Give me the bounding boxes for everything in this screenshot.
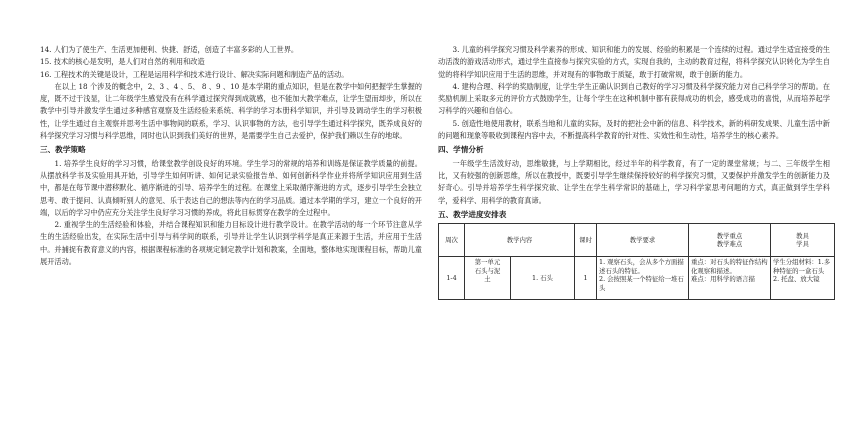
concept-item-16: 16. 工程技术的关键是设计，工程是运用科学和技术进行设计、解决实际问题和制造产品的活动。 [40,69,349,79]
cell-tools: 学生分组材料：1.多种特征的一盒石头 2. 托盘、放大镜 [771,257,835,300]
header-key-points [689,224,771,257]
strategy-4: 4. 建构合理、科学的奖励制度，让学生学生正确认识到自己教好的学习习惯及科学探究能力对自己科学学习的帮助。在奖励机制上采取多元的评价方式鼓励学生，让每个学生在这种机制中都有获得成功的机会，感受成功的喜悦，从而培养起学习科学的兴趣和自信心。 [438,81,830,116]
left-column [40,44,422,268]
cell-unit: 第一单元 石头与泥 土 [465,257,511,300]
header-tools-text: 教具 学具 [796,231,809,249]
strategy-1: 1. 培养学生良好的学习习惯，给课堂教学创设良好的环境。学生学习的常规的培养和训练是保证教学质量的前提。从摆放科学书及实验用具开始，引导学生如何听讲、如何记录实验报告单、如何创新科学作业并将所学知识应用到生活中，都是在每节课中潜移默化、循序渐进的引导、培养学生的过程。在课堂上采取循序渐进的方式，逐步引导学生会独立思考、敢于提问、认真倾听别人的意见、乐于表达自己的想法等内在的学习品质。通过本学期的学习，建立一个良好的开端，以后的学习中仍应充分关注学生良好学习习惯的养成，将此目标贯穿在教学的全过程中。 [40,158,422,217]
strategy-5: 5. 创造性地使用教材，联系当地和儿童的实际，及时的把社会中新的信息、科学技术，新的科研发成果、儿童生活中新的问题和现象等吸收到课程内容中去，不断提高科学教育的针对性、实效性和生动性，培养学生的核心素养。 [438,118,830,141]
header-tools [771,224,835,257]
cell-hours: 1 [575,257,597,300]
table-header-row [439,224,835,257]
cell-lesson: 1. 石头 [511,257,575,300]
cell-requirements: 1. 观察石头，会从多个方面描述石头的特征。 2. 会按照某一个特征给一堆石头 [597,257,689,300]
concept-item-14: 14. 人们为了使生产、生活更加便利、快捷、舒适，创造了丰富多彩的人工世界。 [40,45,299,54]
section-5-heading: 五、教学进度安排表 [438,209,507,219]
summary-paragraph: 在以上 18 个涉及的概念中，2、3 、4 、5、 8 、9 、10 是本学期的重点知识，但是在教学中如何把握学生掌握的度，既不过于浅显，让二年级学生感觉没有在科学通过探究得到成就感，也不能加大教学难点，让学生望而却步，所以在教学中引导并激发学生通过多种感官观察及生活经验来系统、科学的学习本册科学知识，并引导及调动学生的学习积极性，让学生通过自主观察并思考生活中事物间的联系，学习、认识事物的方法，也引导学生通过科学探究，既养成良好的科学探究学习习惯与科学思维，同时也认识到我们美好的世界，是需要学生自己去爱护，保护我们赖以生存的地球。 [40,81,422,141]
strategy-3: 3. 儿童的科学探究习惯及科学素养的形成、知识和能力的发展、经验的积累是一个连续的过程。通过学生适宜接受的生动活泼的游戏活动形式，通过学生直接参与探究实验的方式，实现自我的，主动的教育过程，将科学探究认识转化为学生自觉的将科学知识应用于生活的思维，并对现有的事物敢于质疑，敢于打破常规，敢于创新的能力。 [438,45,830,79]
right-column [438,44,830,300]
cell-key-points: 重点：对石头的特征作结构化观察和描述。 难点：用科学的语言描 [689,257,771,300]
header-requirements: 教学要求 [597,224,689,257]
strategy-2: 2. 重视学生的生活经验和体验，并结合课程知识和能力目标设计进行教学设计。在教学活动的每一个环节注意从学生的生活经验出发，在实际生活中引导与科学间的联系，引导并让学生认识到学科学是真正来源于生活，并应用于生活中。并捕捉有教育意义的内容，根据课程标准的各项规定制定教学计划和教案，全面地，整体地实现课程目标，帮助儿童展开活动。 [40,220,422,267]
header-hours: 课时 [575,224,597,257]
learner-analysis: 一年级学生活泼好动，思维敏捷，与上学期相比，经过半年的科学教育，有了一定的课堂常规；与二、三年级学生相比，又有较强的创新思维，所以在教授中，既要引导学生继续保持较好的科学探究习惯，又要保护并激发学生的创新能力及好奇心。引导并培养学生科学探究欲、让学生在学生科学常识的基础上，学习科学家思考问题的方式，真正做到学生学科学，爱科学、用科学的教育真谛。 [438,158,830,205]
cell-week: 1-4 [439,257,465,300]
header-key-points-text: 教学重点 教学难点 [716,231,743,249]
section-4-heading: 四、学情分析 [438,145,484,155]
section-3-heading: 三、教学策略 [40,145,86,155]
header-week: 周次 [439,224,465,257]
schedule-table [438,223,835,300]
concept-item-15: 15. 技术的核心是发明，是人们对自然的利用和改造 [40,57,205,67]
table-row [439,257,835,300]
header-content: 教学内容 [465,224,575,257]
